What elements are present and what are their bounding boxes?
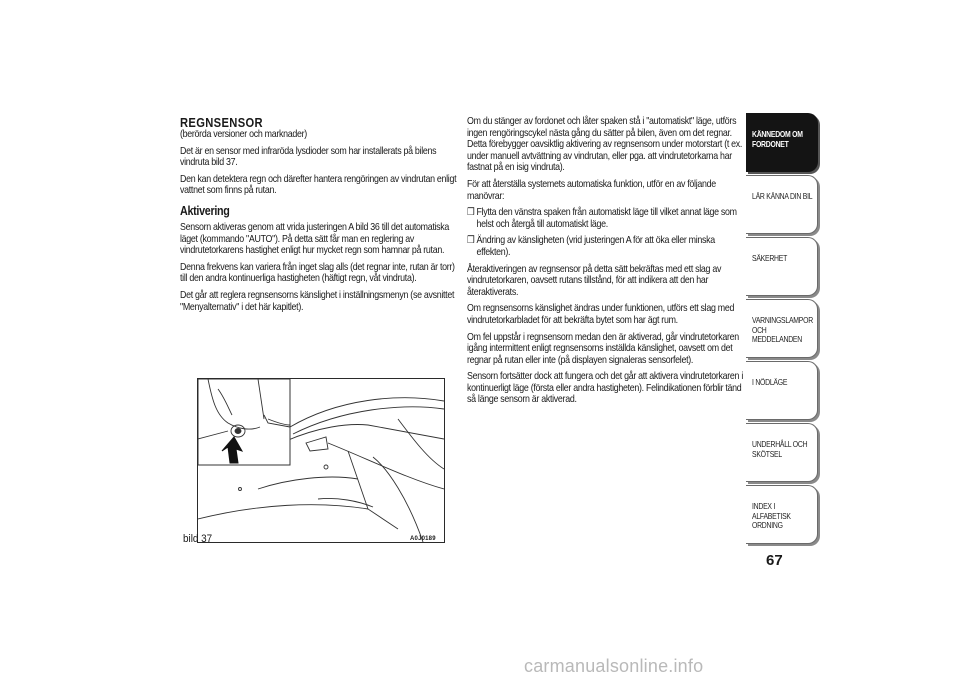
checkbox-bullet-icon: ❒ <box>467 207 475 219</box>
paragraph: Om fel uppstår i regnsensorn medan den är aktiverad, går vindrutetorkaren igång intermittent enligt regnsensorns inställda känslighet, oavsett om det regnar på rutan eller inte (på displayen signaleras sensorfelet). <box>467 331 739 366</box>
bullet-text: Flytta den vänstra spaken från automatiskt läge till vilket annat läge som helst och återgå till automatiskt läge. <box>476 207 737 230</box>
paragraph: Om du stänger av fordonet och låter spaken stå i "automatiskt" läge, utförs ingen rengöringscykel nästa gång du sätter på bilen, även om det regnar. Detta förebygger oavsiktlig aktivering av regnsensorn under motorstart (t ex. under manuell avtvättning av vindrutan, eller pga. att vindrutetorkarna har fastnat på en isig vindruta). <box>467 116 743 174</box>
subsection-title: Aktivering <box>180 203 230 218</box>
watermark: carmanualsonline.info <box>524 656 704 676</box>
figure-caption: bild 37 <box>183 533 213 545</box>
tab-kannedom-om-fordonet[interactable] <box>746 113 818 172</box>
tab-sakerhet[interactable] <box>746 237 818 296</box>
left-column <box>180 116 464 318</box>
paragraph: Om regnsensorns känslighet ändras under funktionen, utförs ett slag med vindrutetorkarbladet för att bekräfta bytet som har ägt rum. <box>467 303 735 326</box>
paragraph: Återaktiveringen av regnsensor på detta sätt bekräftas med ett slag av vindrutetorkaren, oavsett rutans tillstånd, för att indikera att den har återaktiverats. <box>467 263 722 298</box>
windshield-illustration <box>198 379 444 542</box>
chapter-tabs <box>746 113 818 547</box>
right-column <box>467 116 744 411</box>
tab-label: LÄR KÄNNA DIN BIL <box>752 191 813 201</box>
bullet-item <box>467 235 744 258</box>
paragraph: Den kan detektera regn och därefter hantera rengöringen av vindrutan enligt vattnet som finns på rutan. <box>180 173 457 197</box>
bullet-item <box>467 207 744 230</box>
figure-rain-sensor <box>197 378 445 543</box>
bullet-text: Ändring av känsligheten (vrid justeringen A för att öka eller minska effekten). <box>476 235 715 258</box>
tab-lar-kanna-din-bil[interactable] <box>746 175 818 234</box>
page-number: 67 <box>766 552 783 569</box>
paragraph: Det går att reglera regnsensorns känslighet i inställningsmenyn (se avsnittet "Menyalternativ" i det här kapitlet). <box>180 289 455 313</box>
tab-underhall-och-skotsel[interactable] <box>746 423 818 482</box>
paragraph: Det är en sensor med infraröda lysdioder som har installerats på bilens vindruta bild 37. <box>180 145 437 169</box>
tab-index[interactable] <box>746 485 818 544</box>
paragraph: Denna frekvens kan variera från inget slag alls (det regnar inte, rutan är torr) till den andra kontinuerliga hastigheten (häftigt regn, våt vindruta). <box>180 261 455 285</box>
tab-label: I NÖDLÄGE <box>752 377 788 387</box>
tab-label: INDEX I ALFABETISK ORDNING <box>752 501 791 531</box>
paragraph: Sensorn aktiveras genom att vrida justeringen A bild 36 till det automatiska läget (kommando "AUTO"). På detta sätt får man en reglering av vindrutetorkarens hastighet enligt hur mycket regn som hamnar på rutan. <box>180 221 450 257</box>
figure-code: A0J0189 <box>410 536 436 542</box>
paragraph: Sensorn fortsätter dock att fungera och det går att aktivera vindrutetorkaren i kontinuerligt läge (första eller andra hastigheten). Felindikationen förblir tänd så länge sensorn är aktiverad. <box>467 371 743 406</box>
tab-label: KÄNNEDOM OM FORDONET <box>752 129 803 149</box>
tab-label: UNDERHÅLL OCH SKÖTSEL <box>752 439 808 459</box>
paragraph: För att återställa systemets automatiska funktion, utför en av följande manövrar: <box>467 178 716 202</box>
tab-i-nodlage[interactable] <box>746 361 818 420</box>
section-heading: REGNSENSOR <box>180 115 263 130</box>
tab-label: SÄKERHET <box>752 253 788 263</box>
section-subheading: (berörda versioner och marknader) <box>180 129 307 140</box>
checkbox-bullet-icon: ❒ <box>467 235 475 247</box>
tab-label: VARNINGSLAMPOR OCH MEDDELANDEN <box>752 315 813 345</box>
tab-varningslampor[interactable] <box>746 299 818 358</box>
